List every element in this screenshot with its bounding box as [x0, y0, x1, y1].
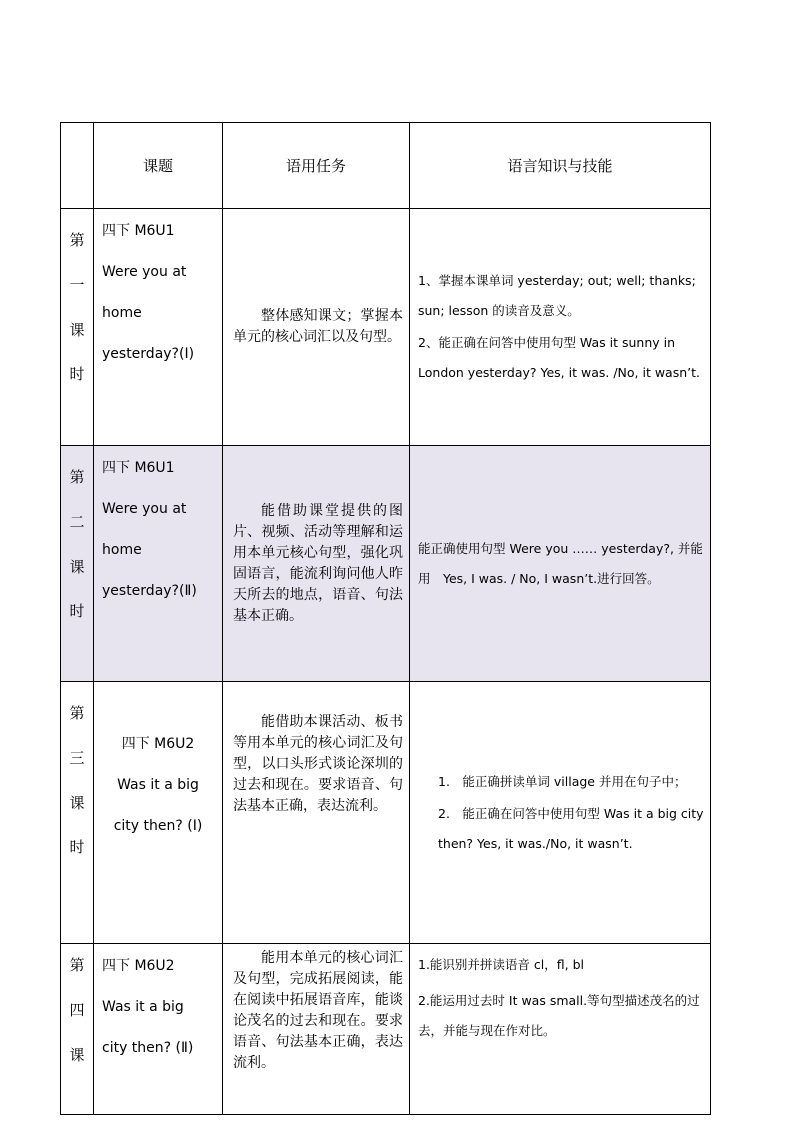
header-task: 语用任务 [223, 123, 410, 209]
knowledge-cell: 1.能识别并拼读语音 cl，fl, bl 2.能运用过去时 It was small.等句型描述茂名的过去，并能与现在作对比。 [410, 944, 711, 1115]
topic-cell: 四下 M6U1 Were you at home yesterday?(Ⅰ) [94, 209, 223, 446]
knowledge-cell: 1、掌握本课单词 yesterday; out; well; thanks; sun; lesson 的读音及意义。 2、能正确在问答中使用句型 Was it sunny in London yesterday? Yes, it was. /No, it wasn’t. [410, 209, 711, 446]
task-cell: 能借助课堂提供的图片、视频、活动等理解和运用本单元核心句型，强化巩固语言，能流利询问他人昨天所去的地点，语音、句法基本正确。 [223, 446, 410, 682]
lesson-label: 第 一 课 时 [61, 209, 94, 446]
table-header-row [61, 123, 711, 209]
knowledge-cell: 1. 能正确拼读单词 village 并用在句子中； 2. 能正确在问答中使用句型 Was it a big city then? Yes, it was./No, it wasn’t. [410, 682, 711, 944]
table-row [61, 682, 711, 944]
table-row [61, 944, 711, 1115]
lesson-label: 第 三 课 时 [61, 682, 94, 944]
knowledge-cell: 能正确使用句型 Were you …… yesterday?, 并能用 Yes, I was. / No, I wasn’t.进行回答。 [410, 446, 711, 682]
topic-cell: 四下 M6U2 Was it a big city then? (Ⅰ) [94, 682, 223, 944]
lesson-plan-table [60, 122, 711, 1115]
header-lesson [61, 123, 94, 209]
task-cell: 整体感知课文；掌握本单元的核心词汇以及句型。 [223, 209, 410, 446]
table-row [61, 209, 711, 446]
task-cell: 能用本单元的核心词汇及句型，完成拓展阅读，能在阅读中拓展语音库，能谈论茂名的过去和现在。要求语音、句法基本正确，表达流利。 [223, 944, 410, 1115]
header-topic: 课题 [94, 123, 223, 209]
task-cell: 能借助本课活动、板书等用本单元的核心词汇及句型，以口头形式谈论深圳的过去和现在。要求语音、句法基本正确，表达流利。 [223, 682, 410, 944]
lesson-label: 第 四 课 [61, 944, 94, 1115]
topic-cell: 四下 M6U2 Was it a big city then? (Ⅱ) [94, 944, 223, 1115]
lesson-label: 第 二 课 时 [61, 446, 94, 682]
table-row [61, 446, 711, 682]
topic-cell: 四下 M6U1 Were you at home yesterday?(Ⅱ) [94, 446, 223, 682]
header-knowledge: 语言知识与技能 [410, 123, 711, 209]
